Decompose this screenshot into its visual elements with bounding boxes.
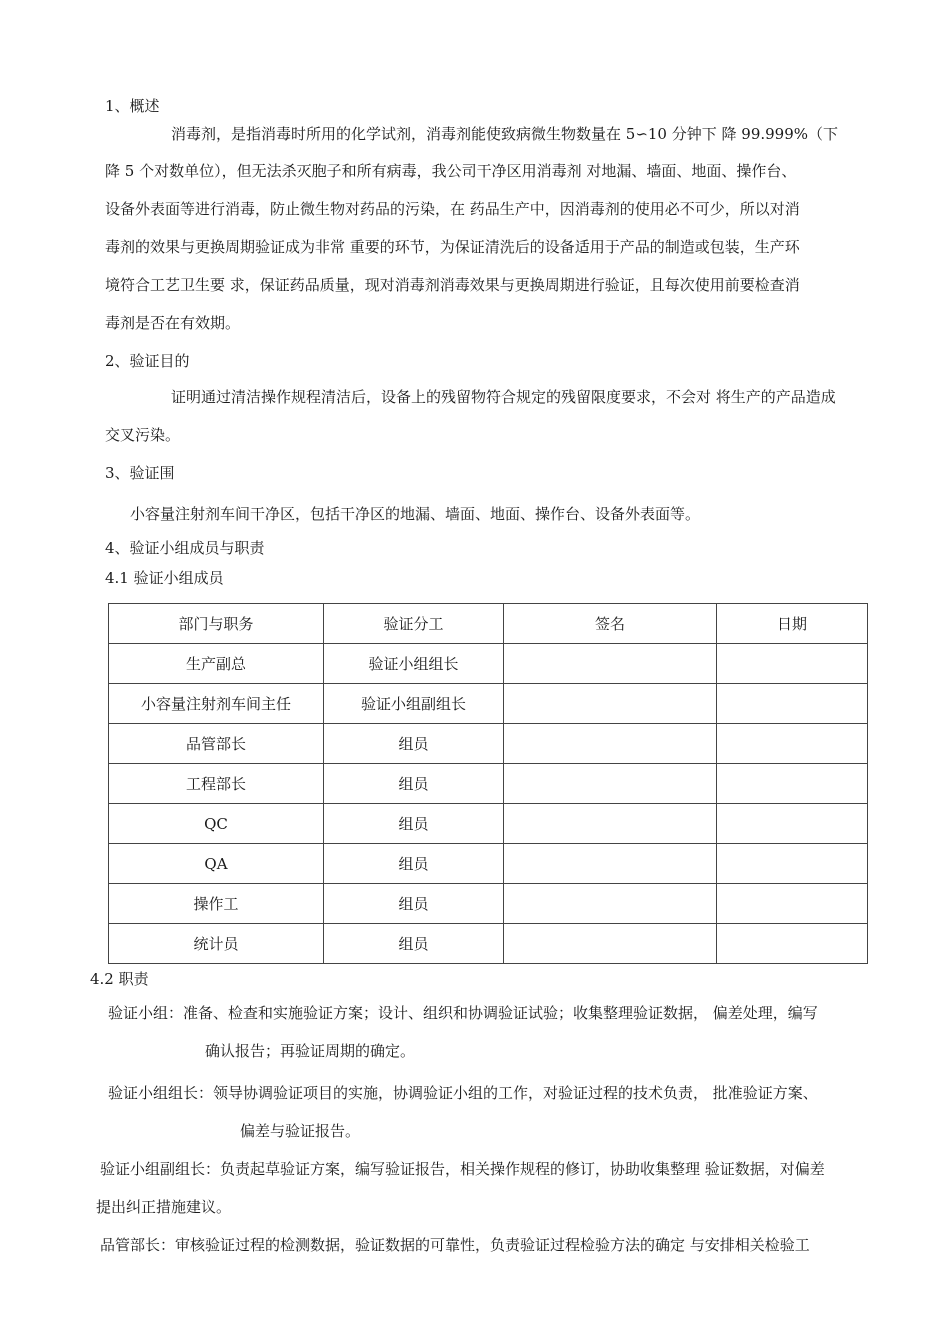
dept-cell: 操作工 bbox=[109, 884, 324, 924]
date-cell bbox=[717, 724, 868, 764]
duty-qm-head: 品管部长：审核验证过程的检测数据，验证数据的可靠性，负责验证过程检验方法的确定 与安排相关检验工 bbox=[100, 1236, 810, 1254]
role-cell: 组员 bbox=[324, 724, 504, 764]
header-cell: 日期 bbox=[717, 604, 868, 644]
signature-cell bbox=[504, 844, 717, 884]
role-cell: 组员 bbox=[324, 844, 504, 884]
table-row bbox=[109, 844, 868, 884]
duty-deputy: 验证小组副组长：负责起草验证方案，编写验证报告，相关操作规程的修订，协助收集整理 验证数据，对偏差 bbox=[100, 1160, 825, 1178]
date-cell bbox=[717, 644, 868, 684]
table-row bbox=[109, 924, 868, 964]
role-cell: 组员 bbox=[324, 924, 504, 964]
overview-line: 降 5 个对数单位），但无法杀灭胞子和所有病毒，我公司干净区用消毒剂 对地漏、墙面、地面、操作台、 bbox=[105, 162, 797, 180]
role-cell: 组员 bbox=[324, 884, 504, 924]
date-cell bbox=[717, 884, 868, 924]
overview-line: 境符合工艺卫生要 求，保证药品质量，现对消毒剂消毒效果与更换周期进行验证，且每次使用前要检查消 bbox=[105, 276, 800, 294]
date-cell bbox=[717, 764, 868, 804]
signature-cell bbox=[504, 884, 717, 924]
signature-cell bbox=[504, 924, 717, 964]
section-4-2-heading: 4.2 职责 bbox=[90, 970, 149, 988]
duty-team-cont: 确认报告；再验证周期的确定。 bbox=[205, 1042, 416, 1060]
dept-cell: 品管部长 bbox=[109, 724, 324, 764]
table-row bbox=[109, 684, 868, 724]
role-cell: 组员 bbox=[324, 804, 504, 844]
section-2-heading: 2、验证目的 bbox=[105, 352, 190, 370]
role-cell: 验证小组组长 bbox=[324, 644, 504, 684]
date-cell bbox=[717, 924, 868, 964]
date-cell bbox=[717, 844, 868, 884]
table-row bbox=[109, 804, 868, 844]
duty-team: 验证小组：准备、检查和实施验证方案；设计、组织和协调验证试验；收集整理验证数据， 偏差处理，编写 bbox=[108, 1004, 818, 1022]
overview-line: 设备外表面等进行消毒，防止微生物对药品的污染，在 药品生产中，因消毒剂的使用必不可少，所以对消 bbox=[105, 200, 800, 218]
signature-cell bbox=[504, 764, 717, 804]
signature-cell bbox=[504, 724, 717, 764]
date-cell bbox=[717, 684, 868, 724]
dept-cell: QC bbox=[109, 804, 324, 844]
table-row bbox=[109, 884, 868, 924]
scope-text: 小容量注射剂车间干净区，包括干净区的地漏、墙面、地面、操作台、设备外表面等。 bbox=[130, 505, 701, 523]
duty-leader: 验证小组组长：领导协调验证项目的实施，协调验证小组的工作，对验证过程的技术负责， 批准验证方案、 bbox=[108, 1084, 818, 1102]
role-cell: 组员 bbox=[324, 764, 504, 804]
signature-cell bbox=[504, 804, 717, 844]
date-cell bbox=[717, 804, 868, 844]
purpose-line: 交叉污染。 bbox=[105, 426, 181, 444]
section-3-heading: 3、验证围 bbox=[105, 464, 175, 482]
duty-deputy-cont: 提出纠正措施建议。 bbox=[96, 1198, 232, 1216]
dept-cell: 工程部长 bbox=[109, 764, 324, 804]
table-row bbox=[109, 724, 868, 764]
overview-line: 毒剂是否在有效期。 bbox=[105, 314, 241, 332]
dept-cell: 生产副总 bbox=[109, 644, 324, 684]
members-table bbox=[108, 603, 868, 964]
header-cell: 部门与职务 bbox=[109, 604, 324, 644]
role-cell: 验证小组副组长 bbox=[324, 684, 504, 724]
section-4-1-heading: 4.1 验证小组成员 bbox=[105, 569, 224, 587]
overview-line: 消毒剂，是指消毒时所用的化学试剂，消毒剂能使致病微生物数量在 5∽10 分钟下 降 99.999%（下 bbox=[171, 125, 839, 143]
header-cell: 签名 bbox=[504, 604, 717, 644]
dept-cell: 统计员 bbox=[109, 924, 324, 964]
signature-cell bbox=[504, 684, 717, 724]
table-header-row bbox=[109, 604, 868, 644]
duty-leader-cont: 偏差与验证报告。 bbox=[240, 1122, 361, 1140]
signature-cell bbox=[504, 644, 717, 684]
dept-cell: QA bbox=[109, 844, 324, 884]
section-1-heading: 1、概述 bbox=[105, 97, 160, 115]
header-cell: 验证分工 bbox=[324, 604, 504, 644]
section-4-heading: 4、验证小组成员与职责 bbox=[105, 539, 265, 557]
dept-cell: 小容量注射剂车间主任 bbox=[109, 684, 324, 724]
overview-line: 毒剂的效果与更换周期验证成为非常 重要的环节，为保证清洗后的设备适用于产品的制造或包装，生产环 bbox=[105, 238, 800, 256]
purpose-line: 证明通过清洁操作规程清洁后，设备上的残留物符合规定的残留限度要求，不会对 将生产的产品造成 bbox=[171, 388, 836, 406]
table-row bbox=[109, 764, 868, 804]
table-row bbox=[109, 644, 868, 684]
